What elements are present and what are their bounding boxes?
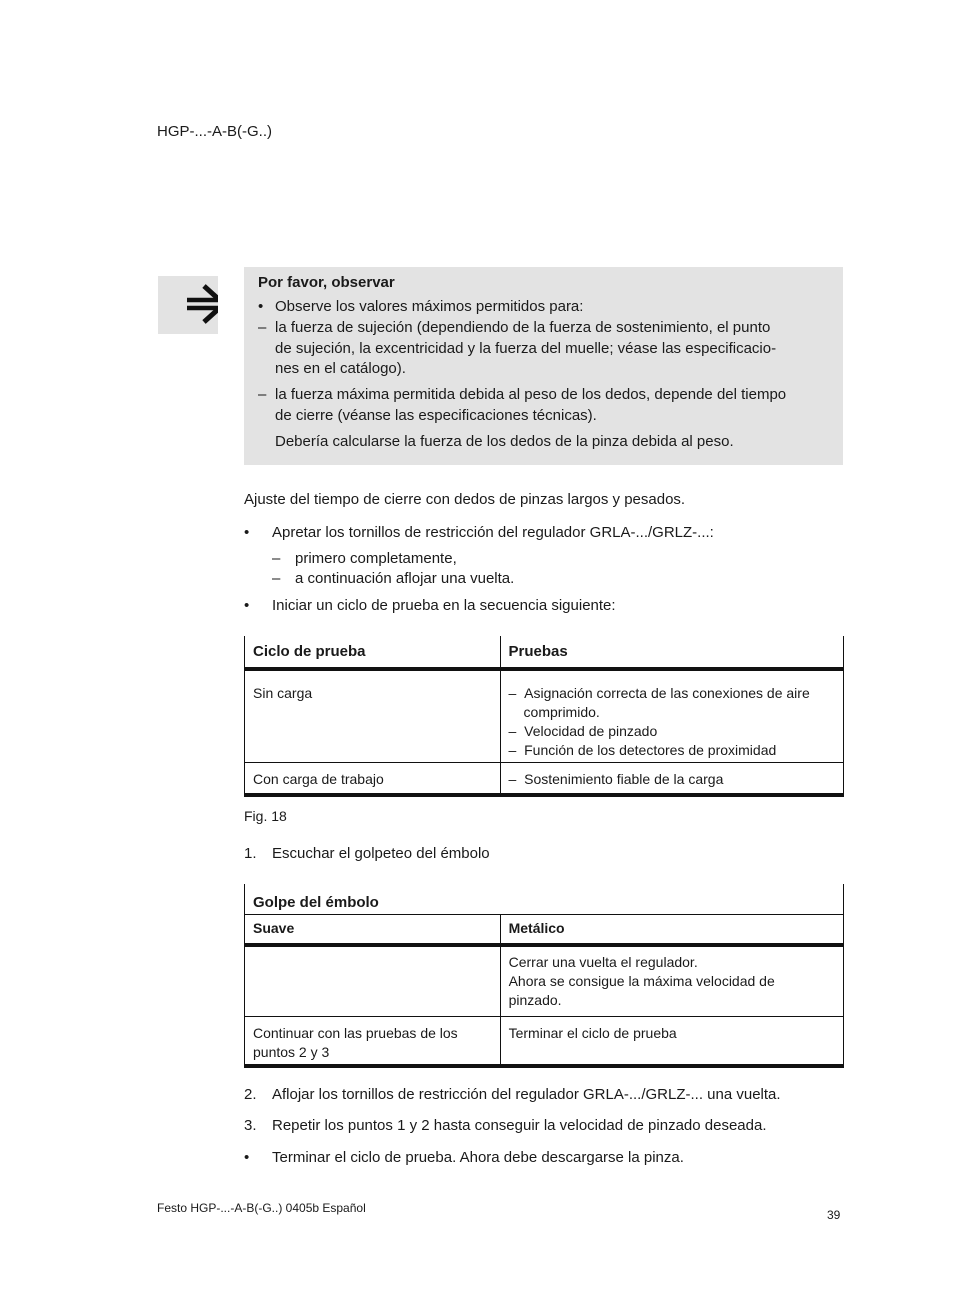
table-row <box>245 762 844 795</box>
notice-box <box>244 267 843 465</box>
arrow-right-icon <box>158 276 218 334</box>
footer-doc-info: Festo HGP-...-A-B(-G..) 0405b Español <box>157 1201 366 1215</box>
dash-icon: – <box>258 386 267 403</box>
table-header-row <box>245 914 844 945</box>
figure-caption: Fig. 18 <box>244 808 287 824</box>
table-header-cell: Ciclo de prueba <box>245 636 501 669</box>
notice-item2-line1: la fuerza máxima permitida debida al peso de los dedos, depende del tiempo <box>275 386 787 403</box>
dash-icon: – <box>258 319 267 336</box>
step3-text: Repetir los puntos 1 y 2 hasta conseguir la velocidad de pinzado deseada. <box>272 1117 767 1134</box>
table-title-row <box>245 884 844 914</box>
dash-icon: – <box>508 770 517 787</box>
dash-icon: – <box>272 570 281 587</box>
sub-item-1: primero completamente, <box>295 550 457 567</box>
table-row <box>245 1016 844 1066</box>
bullet-icon: • <box>258 298 264 315</box>
table-row <box>245 669 844 762</box>
table-title-cell: Golpe del émbolo <box>245 884 844 914</box>
bullet2-text: Iniciar un ciclo de prueba en la secuencia siguiente: <box>272 597 616 614</box>
table-header-cell: Pruebas <box>500 636 843 669</box>
step2-text: Aflojar los tornillos de restricción del regulador GRLA-.../GRLZ-... una vuelta. <box>272 1086 781 1103</box>
bullet-icon: • <box>244 597 250 614</box>
notice-title: Por favor, observar <box>258 274 395 291</box>
table-cell: Con carga de trabajo <box>245 762 501 795</box>
test-cycle-table <box>244 636 844 797</box>
table-cell: – Asignación correcta de las conexiones de aire comprimido. – Velocidad de pinzado – Función de los detectores de proximidad <box>500 669 843 762</box>
notice-note: Debería calcularse la fuerza de los dedos de la pinza debida al peso. <box>275 433 734 450</box>
table-header-cell: Metálico <box>500 914 843 945</box>
notice-icon-box <box>158 276 218 334</box>
table-cell: Continuar con las pruebas de los puntos 2 y 3 <box>245 1016 501 1066</box>
final-bullet-text: Terminar el ciclo de prueba. Ahora debe descargarse la pinza. <box>272 1149 684 1166</box>
page-number: 39 <box>827 1208 841 1222</box>
step-number: 2. <box>244 1086 257 1103</box>
dash-icon: – <box>508 723 517 739</box>
notice-item1-line3: nes en el catálogo). <box>275 360 406 377</box>
notice-item1-line1: la fuerza de sujeción (dependiendo de la fuerza de sostenimiento, el punto <box>275 319 771 336</box>
bullet1-text: Apretar los tornillos de restricción del regulador GRLA-.../GRLZ-...: <box>272 524 714 541</box>
dash-icon: – <box>508 685 517 701</box>
notice-item2-line2: de cierre (véanse las especificaciones técnicas). <box>275 406 597 424</box>
table-header-cell: Suave <box>245 914 501 945</box>
table-cell: Cerrar una vuelta el regulador. Ahora se consigue la máxima velocidad de pinzado. <box>500 945 843 1016</box>
table-header-row <box>245 636 844 669</box>
piston-stroke-table <box>244 884 844 1068</box>
table-cell: Terminar el ciclo de prueba <box>500 1016 843 1066</box>
table-cell: – Sostenimiento fiable de la carga <box>500 762 843 795</box>
step1-text: Escuchar el golpeteo del émbolo <box>272 845 490 862</box>
doc-header-title: HGP-...-A-B(-G..) <box>157 123 272 140</box>
dash-icon: – <box>508 742 517 758</box>
table-row <box>245 945 844 1016</box>
dash-icon: – <box>272 550 281 567</box>
notice-item1-line2: de sujeción, la excentricidad y la fuerza del muelle; véase las especificacio- <box>275 339 777 357</box>
step-number: 1. <box>244 845 257 862</box>
bullet-icon: • <box>244 1149 250 1166</box>
table-cell <box>245 945 501 1016</box>
notice-bullet: Observe los valores máximos permitidos para: <box>275 298 584 315</box>
step-number: 3. <box>244 1117 257 1134</box>
bullet-icon: • <box>244 524 250 541</box>
sub-item-2: a continuación aflojar una vuelta. <box>295 570 515 587</box>
intro-text: Ajuste del tiempo de cierre con dedos de pinzas largos y pesados. <box>244 491 686 508</box>
table-cell: Sin carga <box>245 669 501 762</box>
